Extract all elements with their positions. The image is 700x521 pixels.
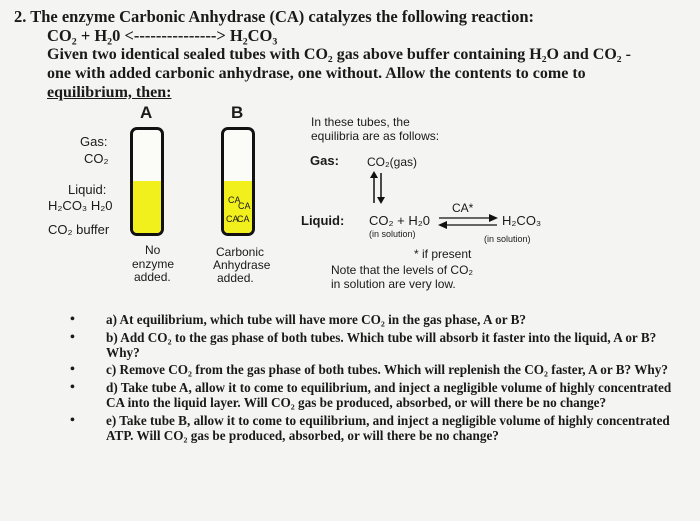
question-d: • d) Take tube A, allow it to come to equilibrium, and inject a negligible volume of highly concentrated CA into the liquid layer. Will CO₂ gas be produced, absorbed, or will there be no change? [70, 380, 672, 410]
tube-b-label: B [231, 103, 244, 122]
caption-b-1: Carbonic [216, 245, 265, 259]
ca-mark: CA [237, 214, 250, 224]
eq-liquid-label: Liquid: [301, 213, 345, 228]
intro-line-2: one with added carbonic anhydrase, one without. Allow the contents to come to [47, 65, 586, 82]
eq-reactant-state: (in solution) [369, 229, 416, 239]
caption-a: No [145, 243, 161, 257]
intro-line-3: equilibrium, then: [47, 84, 172, 101]
eq-catalyst: CA* [452, 201, 474, 215]
question-a: • a) At equilibrium, which tube will have more CO₂ in the gas phase, A or B? [70, 312, 527, 327]
equilibria-intro-1: In these tubes, the [311, 115, 410, 129]
caption-a-3: added. [134, 270, 171, 284]
eq-footnote: * if present [414, 247, 472, 261]
eq-product: H₂CO₃ [502, 213, 542, 228]
tube-b [221, 127, 255, 236]
buffer-label: CO₂ buffer [48, 222, 110, 237]
vertical-equilibrium-arrows [368, 170, 388, 206]
question-c: • c) Remove CO₂ from the gas phase of both tubes. Which will replenish the CO₂ faster, A or B? Why? [70, 362, 668, 378]
eq-product-state: (in solution) [484, 234, 531, 244]
ca-mark: CA [228, 195, 241, 205]
liquid-formula: H₂CO₃ H₂0 [48, 198, 113, 213]
question-e: • e) Take tube B, allow it to come to equilibrium, and inject a negligible volume of highly concentrated ATP. Will CO₂ gas be produced, absorbed, or will there be no change? [70, 412, 670, 443]
caption-b-2: Anhydrase [213, 258, 271, 272]
ca-mark: CA [226, 214, 239, 224]
caption-a-2: enzyme [132, 257, 175, 271]
ca-mark: CA [238, 201, 251, 211]
caption-b-3: added. [217, 271, 254, 285]
tube-a-liquid [133, 181, 161, 233]
equilibria-intro-2: equilibria are as follows: [311, 129, 440, 143]
intro-line-1: Given two identical sealed tubes with CO₂ gas above buffer containing H₂O and CO₂ - [47, 46, 631, 63]
question-list [68, 313, 688, 444]
eq-gas-label: Gas: [310, 153, 339, 168]
reaction-equation: CO₂ + H₂0 <---------------> H₂CO₃ [47, 26, 278, 45]
gas-formula: CO₂ [84, 151, 109, 166]
liquid-label: Liquid: [68, 182, 107, 197]
problem-title: 2. The enzyme Carbonic Anhydrase (CA) catalyzes the following reaction: [14, 7, 534, 26]
question-b: • b) Add CO₂ to the gas phase of both tubes. Which tube will absorb it faster into the liquid, A or B? Why? [70, 329, 657, 360]
eq-reactants: CO₂ + H₂0 [369, 213, 431, 228]
horizontal-equilibrium-arrows [437, 212, 499, 232]
tube-a-label: A [140, 103, 153, 122]
eq-note-2: in solution are very low. [331, 277, 456, 291]
gas-label: Gas: [80, 134, 108, 149]
eq-gas-formula: CO₂(gas) [367, 155, 417, 169]
tube-a [130, 127, 164, 236]
eq-note-1: Note that the levels of CO₂ [331, 263, 474, 277]
